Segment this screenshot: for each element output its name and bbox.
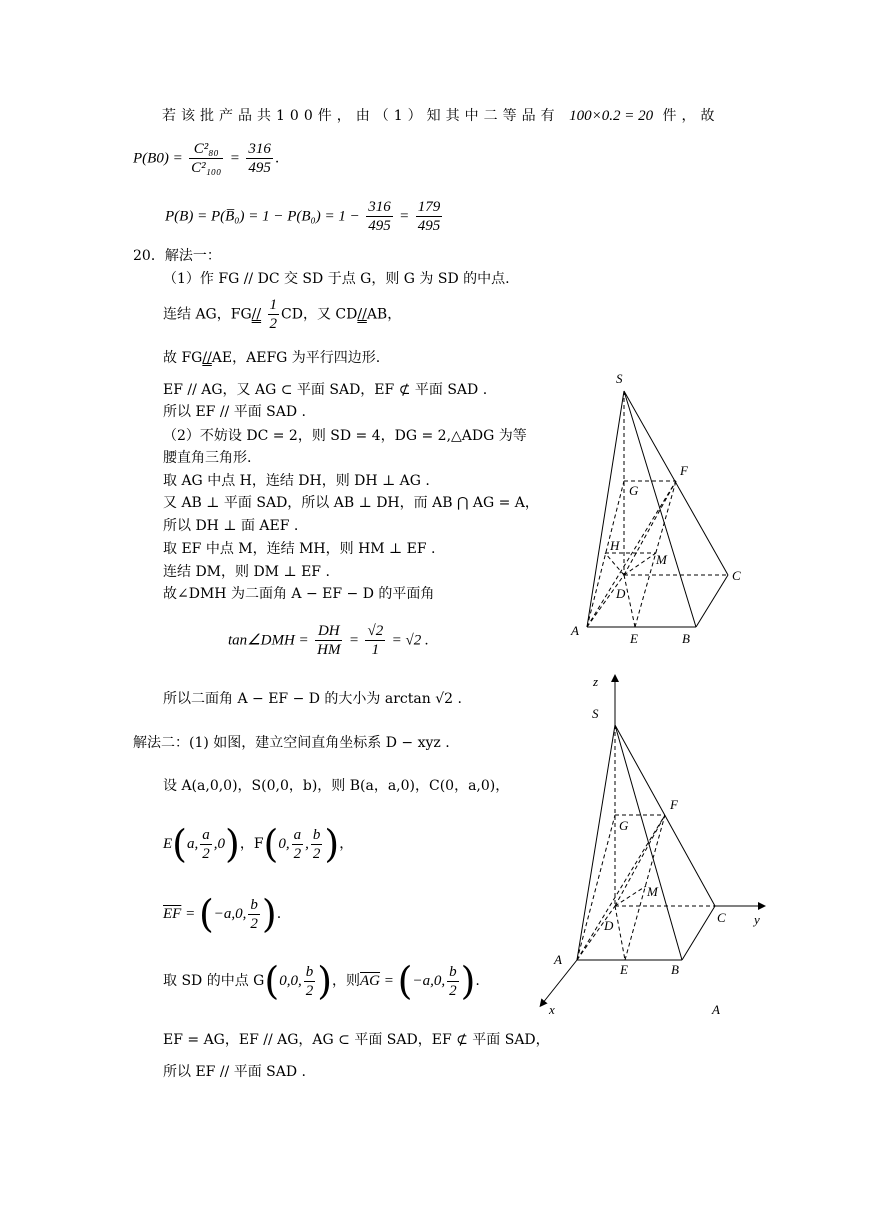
method2-title: 解法二：(1) 如图，建立空间直角坐标系 D − xyz . bbox=[133, 735, 450, 751]
label-C: C bbox=[732, 568, 741, 583]
step1-line: （1）作 FG // DC 交 SD 于点 G，则 G 为 SD 的中点. bbox=[163, 271, 510, 287]
EF-coords: −a,0, bbox=[213, 906, 247, 922]
step2-line2: 腰直角三角形. bbox=[163, 450, 252, 466]
label-B: B bbox=[671, 962, 679, 977]
two-den4: 2 bbox=[250, 915, 258, 932]
edge-EF bbox=[625, 815, 665, 960]
pb0-formula: P(B0) = $\frac{\text{C²₈₀}}{\text{C²₁₀₀}}$ = $\frac{316}{495}$ . bbox=[133, 141, 280, 176]
intro-text: 若该批产品共100件，由（1）知其中二等品有 bbox=[162, 108, 560, 124]
c80: C²₈₀ bbox=[189, 140, 223, 159]
pyramid-figure-1 bbox=[560, 365, 760, 655]
F-zero: 0, bbox=[278, 836, 290, 852]
label-B: B bbox=[682, 631, 690, 646]
edge-AG bbox=[587, 481, 624, 627]
tan-d2: 1 bbox=[371, 642, 380, 658]
edge-DM bbox=[615, 886, 646, 906]
n495: 495 bbox=[248, 160, 271, 176]
edge-BC bbox=[696, 575, 728, 627]
G-coords: 0,0, bbox=[279, 973, 302, 989]
label-E: E bbox=[620, 962, 628, 977]
EF-vector: $\overline{EF}$ bbox=[163, 906, 182, 922]
label-A2: A bbox=[712, 1002, 720, 1017]
step2-conclusion: 所以二面角 A − EF − D 的大小为 arctan √2 . bbox=[163, 691, 462, 707]
tan-n2: √2 bbox=[367, 623, 384, 639]
edge-AD bbox=[587, 575, 624, 627]
method2-EF-coords: E(a, $\frac{a}{2}$ ,0)，F(0, $\frac{a}{2}$ , $\frac{b}{2}$ )， bbox=[163, 822, 354, 866]
label-A: A bbox=[571, 623, 579, 638]
label-D: D bbox=[604, 918, 614, 933]
edge-DE bbox=[615, 906, 625, 960]
comma: , bbox=[305, 836, 309, 852]
intro-tail: 件，故 bbox=[662, 108, 720, 124]
tan-n1: DH bbox=[315, 622, 342, 641]
label-S: S bbox=[592, 706, 599, 721]
c100: C²₁₀₀ bbox=[191, 160, 222, 176]
two-den5: 2 bbox=[305, 982, 314, 999]
vector-EF: $\overline{EF} = (-a,0$, $\frac{b}{2}$ ). bbox=[163, 892, 282, 936]
label-E: E bbox=[630, 631, 638, 646]
midpoint-G: 取 SD 的中点 G(0,0, $\frac{b}{2}$ )，则$\overline{AG} = (-a,0$, $\frac{b}{2}$ ). bbox=[163, 959, 480, 1003]
edge-AD bbox=[577, 906, 615, 960]
p2a: 连结 AG，FG bbox=[163, 306, 252, 323]
b-num2: b bbox=[250, 896, 258, 913]
edge-SB bbox=[624, 391, 696, 627]
tan-lhs: tan∠DMH = bbox=[228, 632, 309, 649]
label-M: M bbox=[656, 552, 667, 567]
half-den: 2 bbox=[269, 316, 278, 332]
method2-conclusion: 所以 EF // 平面 SAD . bbox=[163, 1064, 306, 1080]
p3b: AE，AEFG 为平行四边形. bbox=[211, 350, 381, 366]
pb-frac2 bbox=[416, 198, 443, 235]
step1-line4: EF // AG，又 AG ⊂ 平面 SAD，EF ⊄ 平面 SAD . bbox=[163, 382, 488, 398]
label-S: S bbox=[616, 371, 623, 386]
label-F: F bbox=[670, 797, 678, 812]
label-D: D bbox=[616, 586, 626, 601]
n316: 316 bbox=[248, 141, 271, 157]
pb0-value bbox=[246, 140, 273, 177]
label-z: z bbox=[593, 674, 599, 689]
a-num2: a bbox=[293, 826, 302, 843]
edge-BC bbox=[682, 906, 715, 960]
two-den: 2 bbox=[202, 845, 210, 862]
combination-fraction bbox=[189, 140, 223, 177]
p3: 故 FG bbox=[163, 350, 203, 366]
E-label: E bbox=[163, 836, 173, 852]
step2-line6: 取 EF 中点 M，连结 MH，则 HM ⊥ EF . bbox=[163, 541, 436, 557]
b-num: b bbox=[312, 826, 321, 843]
b-num3: b bbox=[305, 963, 314, 980]
method2-coords: 设 A(a,0,0)，S(0,0，b)，则 B(a，a,0)，C(0，a,0)， bbox=[163, 778, 510, 794]
F-label: ，F bbox=[239, 836, 264, 852]
edge-DM bbox=[624, 553, 656, 575]
step2-line8: 故∠DMH 为二面角 A − EF − D 的平面角 bbox=[163, 586, 435, 602]
AG-vector: $\overline{AG}$ bbox=[360, 973, 381, 989]
step2-line7: 连结 DM，则 DM ⊥ EF . bbox=[163, 564, 330, 580]
section-20: 20．解法一： bbox=[133, 248, 221, 264]
pb-formula: P(B) = P(B̅₀) = 1 − P(B₀) = 1 − $\frac{316}{495}$ = $\frac{179}{495}$ bbox=[165, 199, 441, 234]
parallel-equal-sign: // bbox=[251, 306, 262, 323]
b-num4: b bbox=[449, 963, 457, 980]
edge-AG bbox=[577, 815, 615, 960]
step2-line3: 取 AG 中点 H，连结 DH，则 DH ⊥ AG . bbox=[163, 473, 430, 489]
two-den2: 2 bbox=[293, 845, 302, 862]
tan-rhs: = √2 . bbox=[391, 632, 429, 649]
then: ，则 bbox=[332, 973, 361, 989]
tan-frac2 bbox=[365, 622, 385, 659]
step2-line1: （2）不妨设 DC = 2，则 SD = 4，DG = 2,△ADG 为等 bbox=[163, 428, 527, 444]
label-G: G bbox=[619, 818, 629, 833]
half-num: 1 bbox=[269, 297, 278, 313]
tan-d1: HM bbox=[317, 642, 341, 658]
step1-line5: 所以 EF // 平面 SAD . bbox=[163, 404, 306, 420]
label-y: y bbox=[754, 912, 760, 927]
step2-line4: 又 AB ⊥ 平面 SAD，所以 AB ⊥ DH，而 AB ⋂ AG = A， bbox=[163, 495, 539, 511]
label-C: C bbox=[717, 910, 726, 925]
p2b: CD，又 CD bbox=[281, 306, 358, 323]
method2-parallel: EF = AG，EF // AG，AG ⊂ 平面 SAD，EF ⊄ 平面 SAD， bbox=[163, 1032, 550, 1048]
n179: 179 bbox=[417, 199, 441, 215]
label-H: H bbox=[610, 538, 620, 553]
pb-frac1 bbox=[366, 198, 393, 235]
E-zero: ,0 bbox=[213, 836, 225, 852]
n316-b: 316 bbox=[368, 199, 391, 215]
label-F: F bbox=[680, 463, 688, 478]
p2c: AB， bbox=[366, 306, 402, 323]
pyramid-figure-2 bbox=[530, 670, 780, 1020]
pb0-lhs: P(B0) = bbox=[133, 150, 183, 167]
label-G: G bbox=[629, 483, 639, 498]
G-text: 取 SD 的中点 G bbox=[163, 973, 265, 989]
label-A: A bbox=[554, 952, 562, 967]
intro-line bbox=[162, 106, 720, 126]
intro-math: 100×0.2 = 20 bbox=[569, 108, 654, 124]
n495-c: 495 bbox=[417, 218, 441, 234]
two-den6: 2 bbox=[449, 982, 457, 999]
edge-DE bbox=[624, 575, 635, 627]
label-x: x bbox=[549, 1002, 555, 1017]
two-den3: 2 bbox=[312, 845, 321, 862]
step2-line5: 所以 DH ⊥ 面 AEF . bbox=[163, 518, 299, 534]
tan-frac1 bbox=[315, 622, 342, 659]
pb-lhs: P(B) = P(B̅₀) = 1 − P(B₀) = 1 − bbox=[165, 208, 360, 225]
half-fraction bbox=[268, 296, 280, 333]
step1-line3: 故 FG//AE，AEFG 为平行四边形. bbox=[163, 350, 381, 366]
E-a: a, bbox=[187, 836, 199, 852]
a-num: a bbox=[202, 826, 210, 843]
label-M: M bbox=[647, 884, 658, 899]
edge-SB bbox=[615, 725, 682, 960]
AG-coords: −a,0, bbox=[412, 973, 446, 989]
n495-b: 495 bbox=[368, 218, 391, 234]
step1-line2: 连结 AG，FG// $\frac{1}{2}$ CD，又 CD//AB， bbox=[163, 297, 402, 332]
tan-formula: tan∠DMH = $\frac{DH}{HM}$ = $\frac{√2}{1}$ = √2 . bbox=[228, 623, 429, 658]
